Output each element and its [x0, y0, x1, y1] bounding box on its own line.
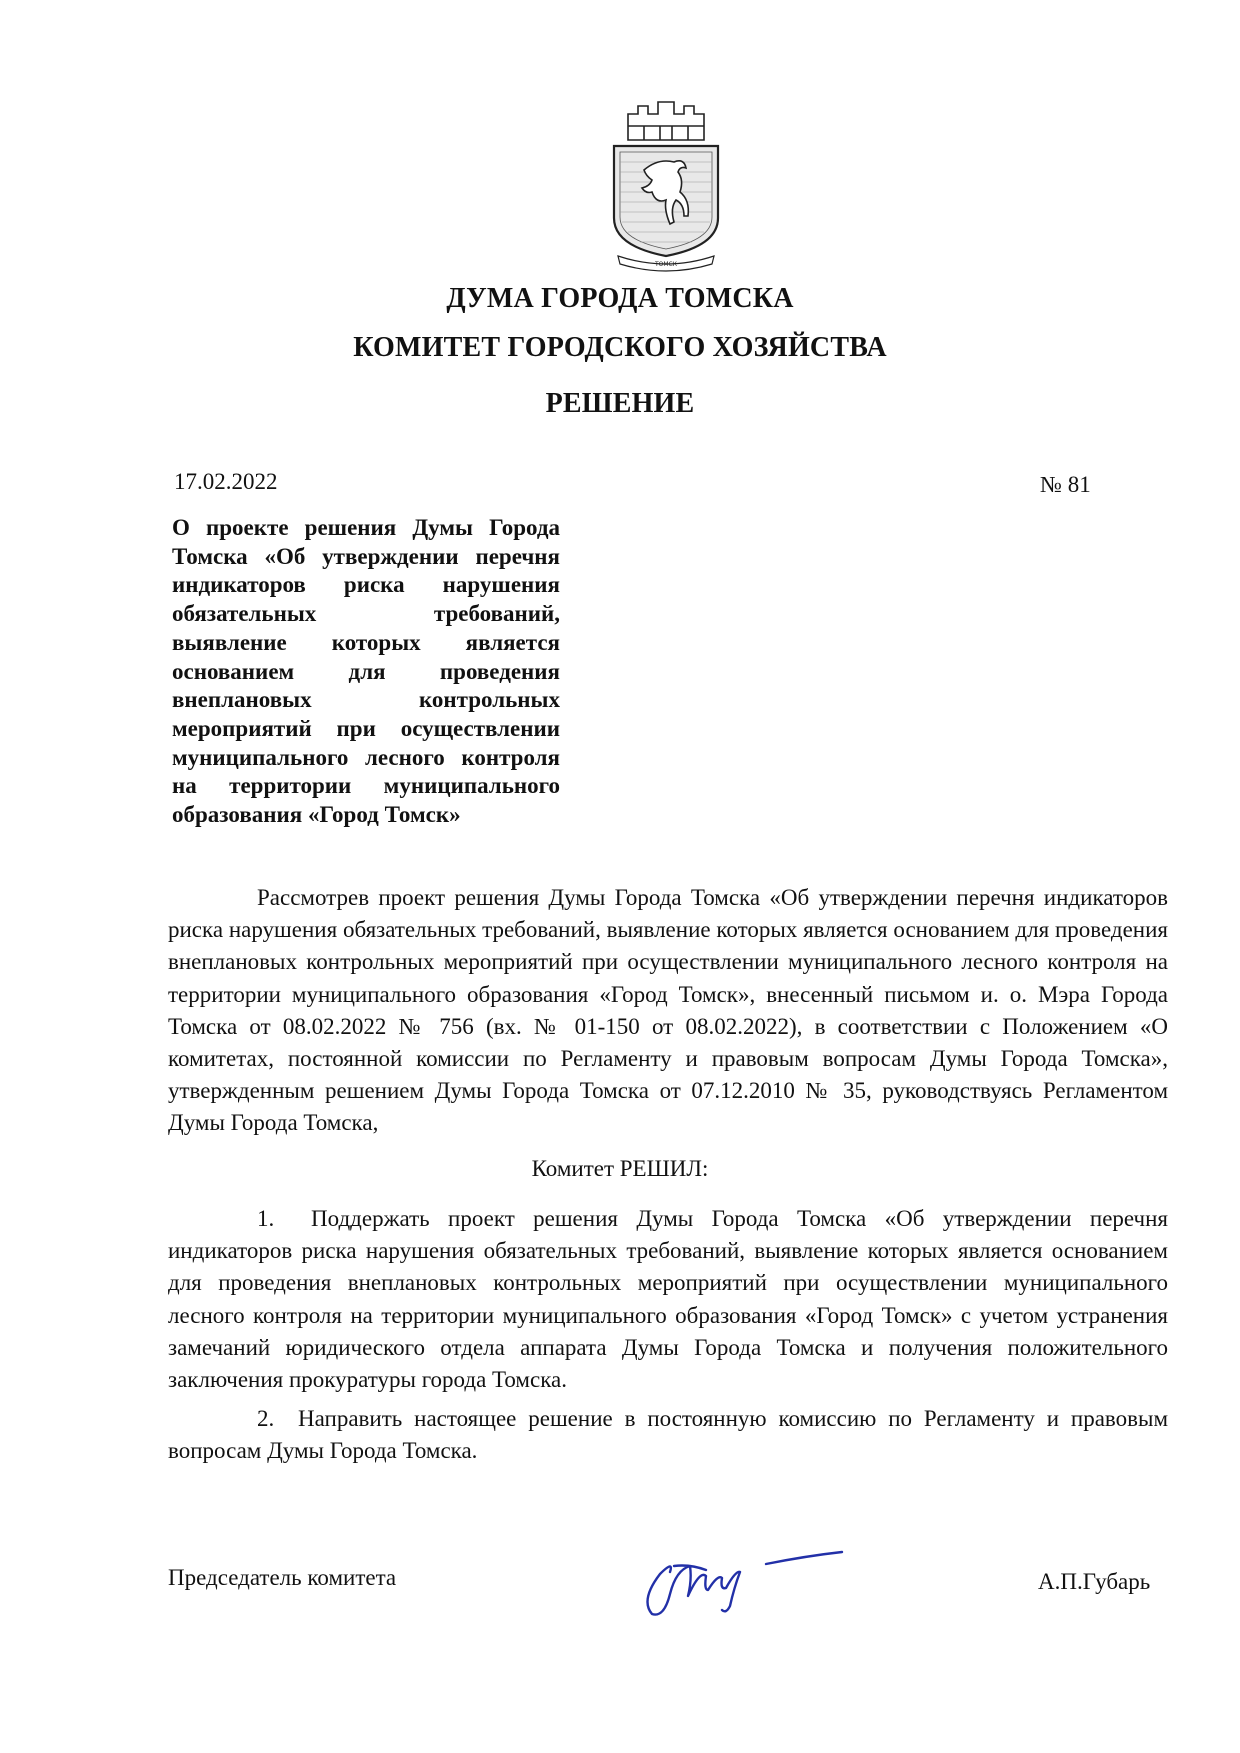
document-date: 17.02.2022 — [174, 469, 278, 494]
signer-title: Председатель комитета — [168, 1565, 397, 1590]
tomsk-coat-of-arms-icon — [604, 96, 728, 272]
decision-item — [168, 1203, 1168, 1396]
document-type: РЕШЕНИЕ — [545, 388, 695, 419]
signer-name: А.П.Губарь — [1038, 1569, 1151, 1594]
decision-heading: Комитет РЕШИЛ: — [531, 1156, 709, 1181]
handwritten-signature — [630, 1530, 880, 1620]
document-subject: О проекте решения Думы Города Томска «Об утверждении перечня индикаторов риска нарушения обязательных требований, выявление которых является основанием для проведения внеплановых контрольных мероприятий при осуществлении муниципального лесного контроля на территории муниципального образования «Город Томск» — [172, 515, 560, 828]
item-text: Направить настоящее решение в постоянную комиссию по Регламенту и правовым вопросам Думы Города Томска. — [168, 1406, 1169, 1464]
decision-item — [168, 1403, 1168, 1467]
emblem-ribbon-text: ТОМСК — [654, 261, 678, 268]
document-number: № 81 — [1040, 472, 1091, 497]
item-number: 2. — [257, 1406, 275, 1431]
intro-paragraph: Рассмотрев проект решения Думы Города Томска «Об утверждении перечня индикаторов риска нарушения обязательных требований, выявление которых является основанием для проведения внеплановых контрольных мероприятий при осуществлении муниципального лесного контроля на территории муниципального образования «Город Томск», внесенный письмом и. о. Мэра Города Томска от 08.02.2022 № 756 (вх. № 01-150 от 08.02.2022), в соответствии с Положением «О комитетах, постоянной комиссии по Регламенту и правовым вопросам Думы Города Томска», утвержденным решением Думы Города Томска от 07.12.2010 № 35, руководствуясь Регламентом Думы Города Томска, — [168, 885, 1168, 1136]
item-number: 1. — [257, 1206, 275, 1231]
item-text: Поддержать проект решения Думы Города Томска «Об утверждении перечня индикаторов риска нарушения обязательных требований, выявление которых является основанием для проведения внеплановых контрольных мероприятий при осуществлении муниципального лесного контроля на территории муниципального образования «Город Томск» с учетом устранения замечаний юридического отдела аппарата Думы Города Томска и получения положительного заключения прокуратуры города Томска. — [168, 1206, 1168, 1393]
committee-name: КОМИТЕТ ГОРОДСКОГО ХОЗЯЙСТВА — [353, 332, 887, 363]
organization-name: ДУМА ГОРОДА ТОМСКА — [446, 283, 794, 314]
